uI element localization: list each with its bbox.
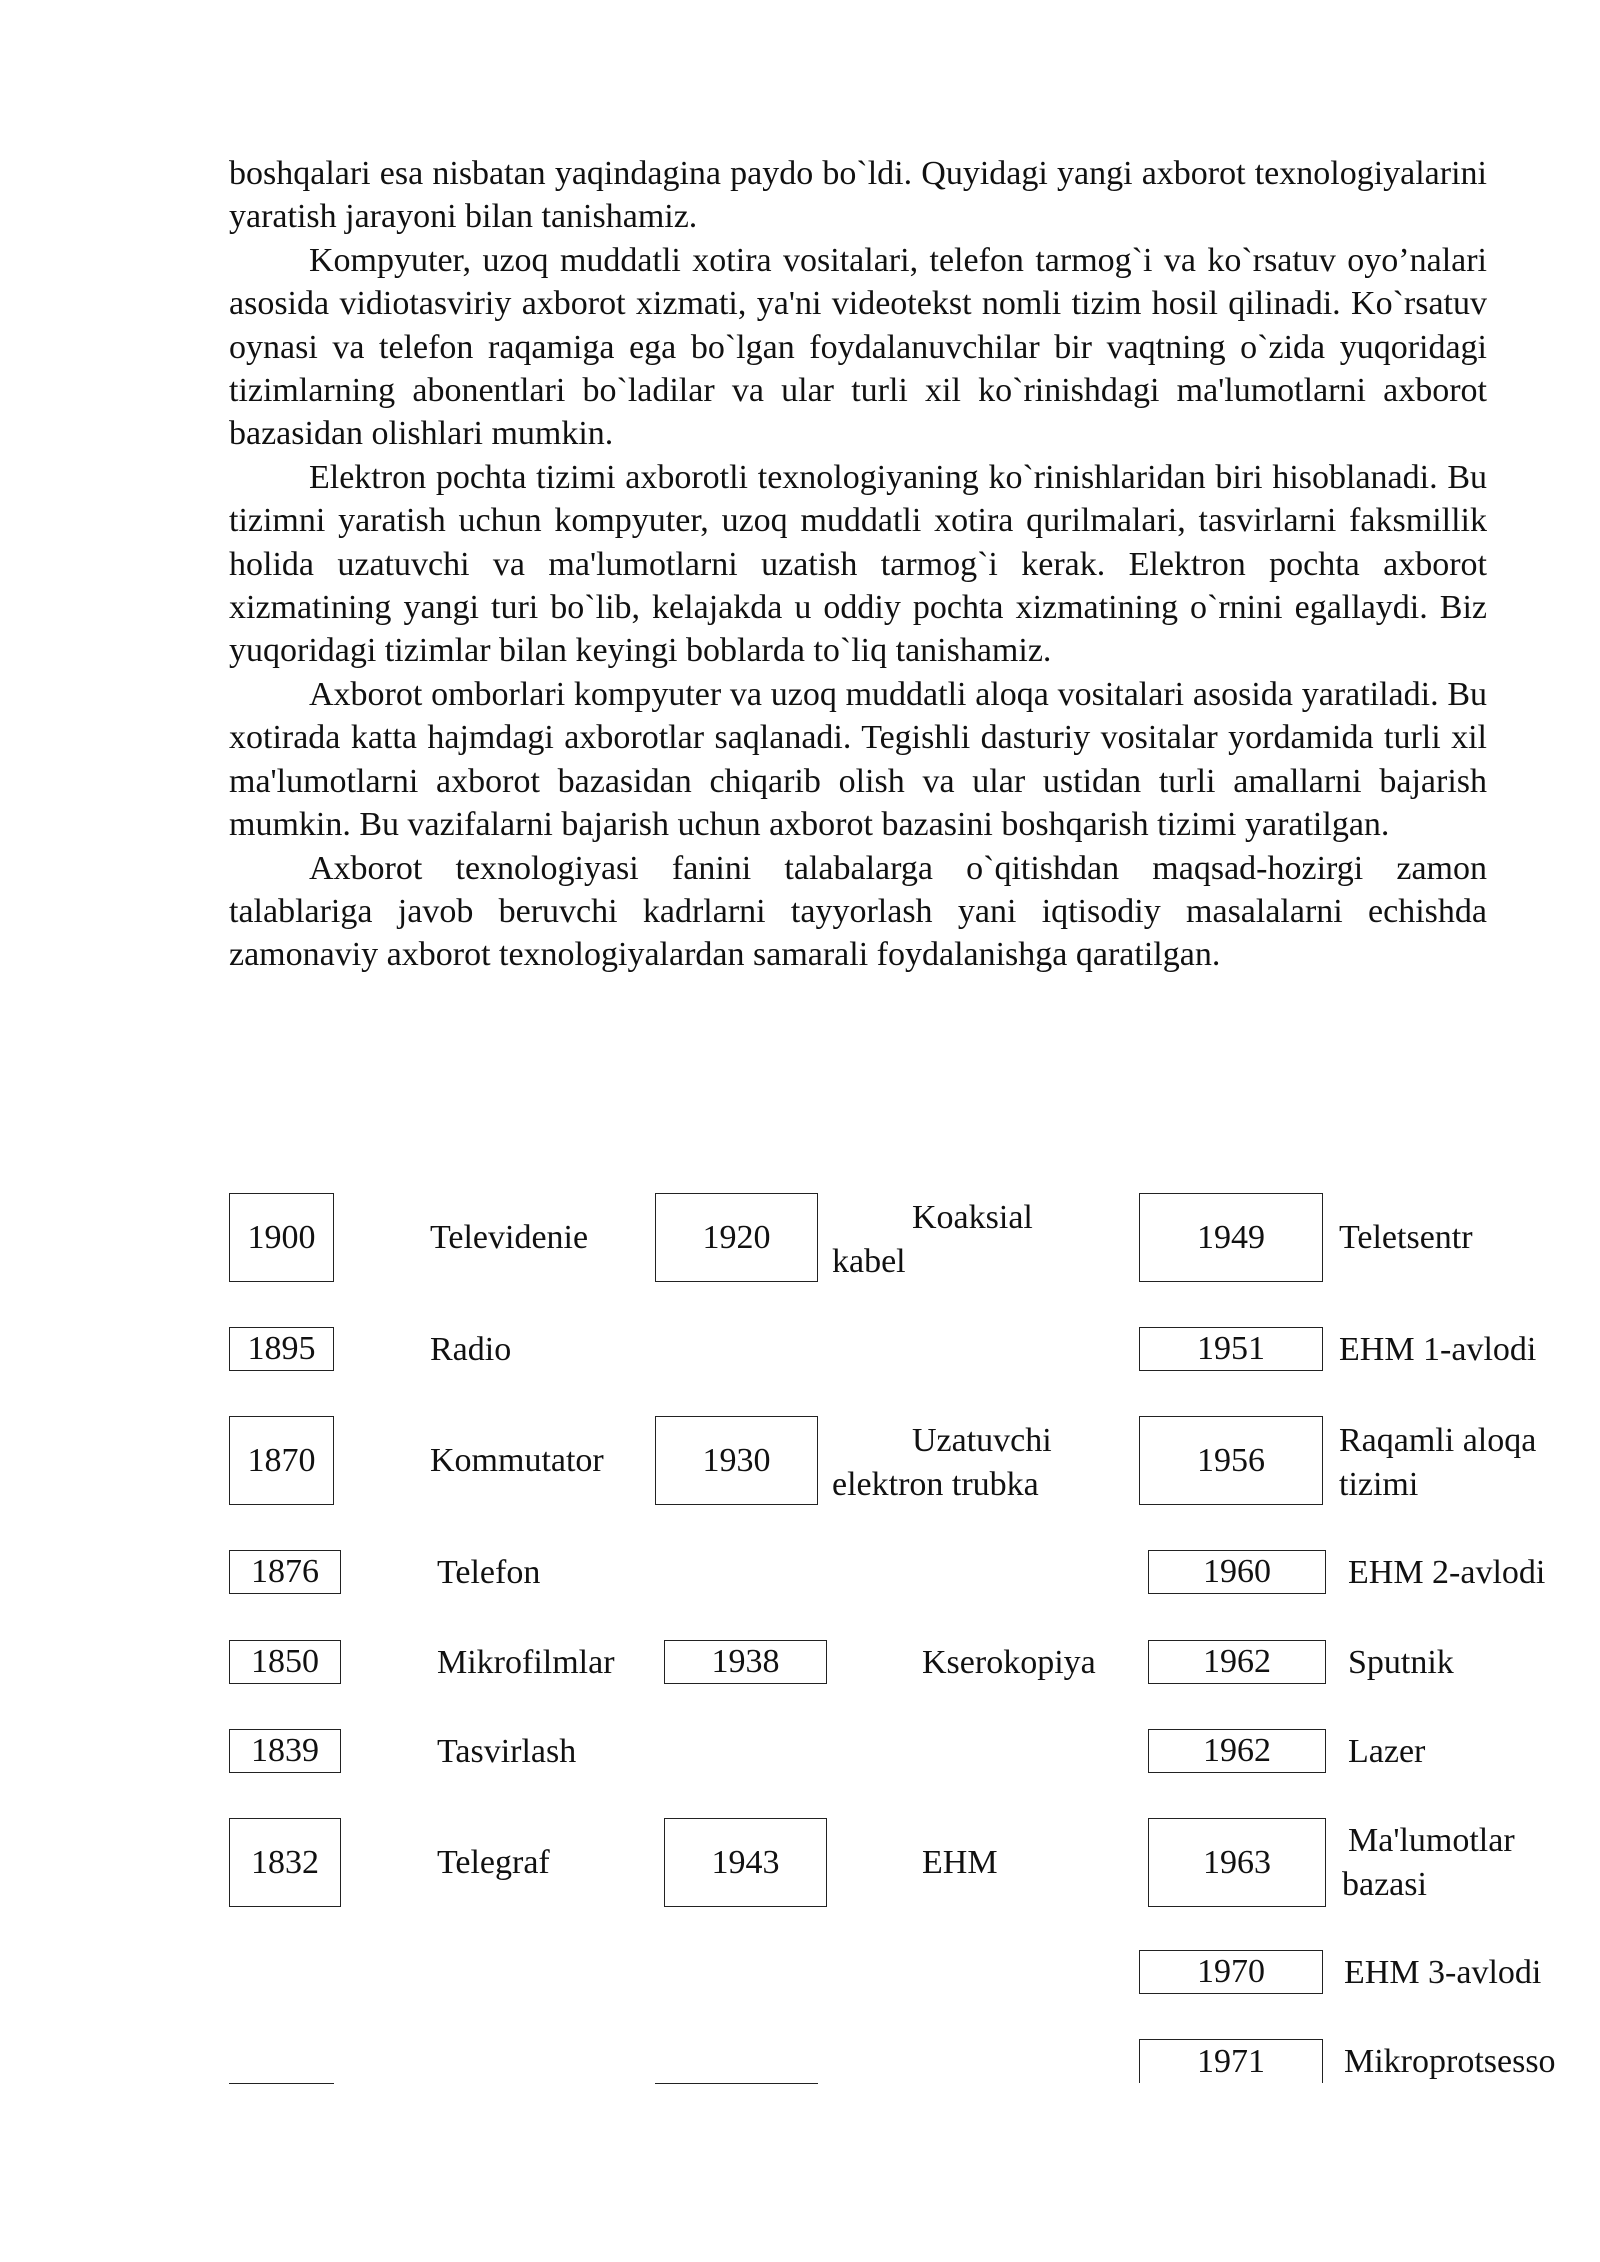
year-box: 1930	[655, 1416, 818, 1505]
event-label: Kommutator	[430, 1442, 604, 1479]
year-box: 1963	[1148, 1818, 1326, 1907]
paragraph: boshqalari esa nisbatan yaqindagina paydo bo`ldi. Quyidagi yangi axborot texnologiyalarini yaratish jarayoni bilan tanishamiz.	[229, 155, 1487, 236]
event-label: Koaksial	[912, 1199, 1033, 1236]
paragraph: Axborot texnologiyasi fanini talabalarga o`qitishdan maqsad-hozirgi zamon talablariga javob beruvchi kadrlarni tayyorlash yani iqtisodiy masalalarni echishda zamonaviy axborot texnologiyalardan samarali foydalanishga qaratilgan.	[229, 849, 1487, 974]
year-box: 1839	[229, 1729, 341, 1773]
event-label: bazasi	[1342, 1866, 1427, 1903]
event-label: tizimi	[1339, 1466, 1419, 1503]
event-label: Telefon	[437, 1554, 541, 1591]
year-box: 1951	[1139, 1327, 1323, 1371]
year-box: 1960	[1148, 1550, 1326, 1594]
year-box: 1920	[655, 1193, 818, 1282]
year-box: 1900	[229, 1193, 334, 1282]
event-label: Teletsentr	[1339, 1219, 1473, 1256]
event-label: Raqamli aloqa	[1339, 1422, 1537, 1459]
event-label: EHM 3-avlodi	[1344, 1954, 1542, 1991]
year-box: 1895	[229, 1327, 334, 1371]
year-box: 1956	[1139, 1416, 1323, 1505]
divider	[655, 2083, 818, 2084]
year-box: 1870	[229, 1416, 334, 1505]
year-box: 1876	[229, 1550, 341, 1594]
event-label: Telegraf	[437, 1844, 550, 1881]
divider	[229, 2083, 334, 2084]
event-label: Sputnik	[1348, 1644, 1454, 1681]
event-label: Tasvirlash	[437, 1733, 577, 1770]
event-label: Radio	[430, 1331, 512, 1368]
paragraph: Axborot omborlari kompyuter va uzoq muddatli aloqa vositalari asosida yaratiladi. Bu xotirada katta hajmdagi axborotlar saqlanadi. Tegishli dasturiy vositalar yordamida turli xil ma'lumotlarni axborot bazasidan chiqarib olish va ular ustidan turli amallarni bajarish mumkin. Bu vazifalarni bajarish uchun axborot bazasini boshqarish tizimi yaratilgan.	[229, 675, 1487, 844]
paragraph: Kompyuter, uzoq muddatli xotira vositalari, telefon tarmog`i va ko`rsatuv oyo’nalari asosida vidiotasviriy axborot xizmati, ya'ni videotekst nomli tizim hosil qilinadi. Ko`rsatuv oynasi va telefon raqamiga ega bo`lgan foydalanuvchilar bir vaqtning o`zida yuqoridagi tizimlarning abonentlari bo`ladilar va ular turli xil ko`rinishdagi ma'lumotlarni axborot bazasidan olishlari mumkin.	[229, 241, 1487, 453]
body-text	[229, 152, 1487, 977]
event-label: EHM 1-avlodi	[1339, 1331, 1537, 1368]
event-label: Televidenie	[430, 1219, 589, 1256]
year-box: 1850	[229, 1640, 341, 1684]
year-box: 1962	[1148, 1640, 1326, 1684]
year-box: 1949	[1139, 1193, 1323, 1282]
event-label: Lazer	[1348, 1733, 1426, 1770]
paragraph: Elektron pochta tizimi axborotli texnologiyaning ko`rinishlaridan biri hisoblanadi. Bu tizimni yaratish uchun kompyuter, uzoq muddatli xotira qurilmalari, tasvirlarni faksmillik holida uzatuvchi va ma'lumotlarni uzatish tarmog`i kerak. Elektron pochta axborot xizmatining yangi turi bo`lib, kelajakda u oddiy pochta xizmatining o`rnini egallaydi. Biz yuqoridagi tizimlar bilan keyingi boblarda to`liq tanishamiz.	[229, 458, 1487, 670]
year-box: 1971	[1139, 2039, 1323, 2083]
event-label: Mikroprotsesso	[1344, 2043, 1556, 2080]
event-label: kabel	[832, 1243, 906, 1280]
event-label: Ma'lumotlar	[1348, 1822, 1515, 1859]
year-box: 1832	[229, 1818, 341, 1907]
event-label: Uzatuvchi	[912, 1422, 1052, 1459]
event-label: elektron trubka	[832, 1466, 1039, 1503]
event-label: Mikrofilmlar	[437, 1644, 615, 1681]
year-box: 1938	[664, 1640, 827, 1684]
event-label: EHM	[922, 1844, 998, 1881]
year-box: 1962	[1148, 1729, 1326, 1773]
year-box: 1943	[664, 1818, 827, 1907]
year-box: 1970	[1139, 1950, 1323, 1994]
event-label: Kserokopiya	[922, 1644, 1096, 1681]
event-label: EHM 2-avlodi	[1348, 1554, 1546, 1591]
